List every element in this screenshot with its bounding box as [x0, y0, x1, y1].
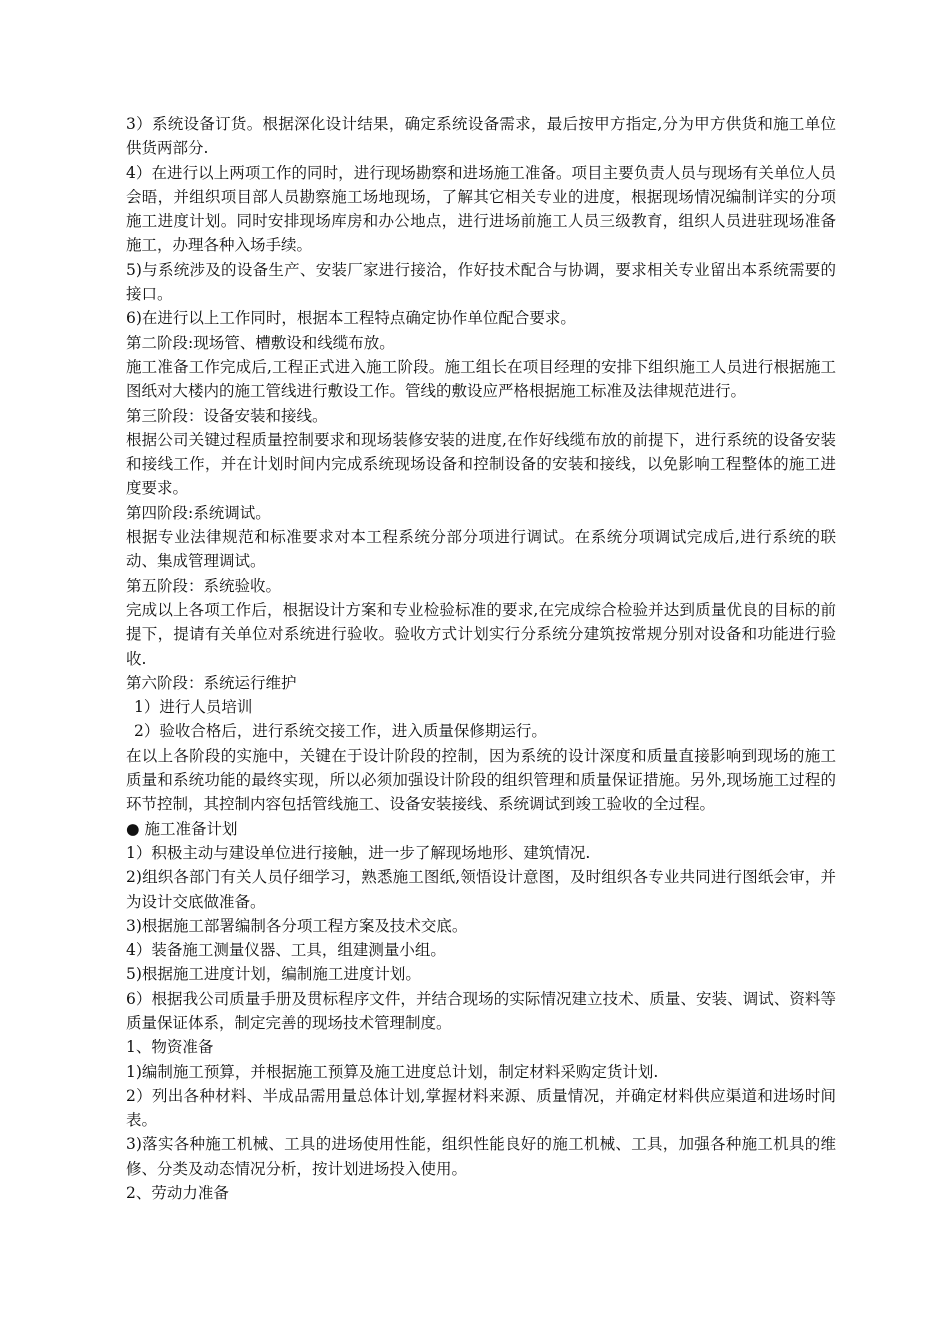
paragraph-cooperation-requirements: 6)在进行以上工作同时，根据本工程特点确定协作单位配合要求。 [126, 309, 576, 328]
paragraph-equipment-ordering: 3）系统设备订货。根据深化设计结果，确定系统设备需求，最后按甲方指定,分为甲方供货和施工单位供货两部分. [126, 115, 836, 158]
heading-construction-preparation-plan: ● 施工准备计划 [126, 819, 238, 838]
paragraph-stage-three-body: 根据公司关键过程质量控制要求和现场装修安装的进度,在作好线缆布放的前提下，进行系统的设备安装和接线工作，并在计划时间内完成系统现场设备和控制设备的安装和接线，以免影响工程整体的施工进度要求。 [126, 430, 836, 498]
heading-material-preparation: 1、物资准备 [126, 1038, 214, 1057]
paragraph-stage-four-body: 根据专业法律规范和标准要求对本工程系统分部分项进行调试。在系统分项调试完成后,进行系统的联动、集成管理调试。 [126, 528, 836, 571]
list-item-material-2: 2）列出各种材料、半成品需用量总体计划,掌握材料来源、质量情况，并确定材料供应渠道和进场时间表。 [126, 1086, 836, 1130]
list-item-prep-3: 3)根据施工部署编制各分项工程方案及技术交底。 [126, 916, 468, 935]
heading-stage-two: 第二阶段:现场管、槽敷设和线缆布放。 [126, 333, 395, 352]
list-item-personnel-training: 1）进行人员培训 [134, 698, 253, 717]
paragraph-site-survey: 4）在进行以上两项工作的同时，进行现场勘察和进场施工准备。项目主要负责人员与现场有关单位人员会晤，并组织项目部人员勘察施工场地现场，了解其它相关专业的进度，根据现场情况编制详实的分项施工进度计划。同时安排现场库房和办公地点，进行进场前施工人员三级教育，组织人员进驻现场准备施工，办理各种入场手续。 [126, 163, 836, 255]
paragraph-stage-two-body: 施工准备工作完成后,工程正式进入施工阶段。施工组长在项目经理的安排下组织施工人员进行根据施工图纸对大楼内的施工管线进行敷设工作。管线的敷设应严格根据施工标准及法律规范进行。 [126, 357, 836, 401]
list-item-material-1: 1)编制施工预算，并根据施工预算及施工进度总计划，制定材料采购定货计划. [126, 1062, 659, 1081]
list-item-prep-2: 2)组织各部门有关人员仔细学习，熟悉施工图纸,领悟设计意图，及时组织各专业共同进行图纸会审，并为设计交底做准备。 [126, 868, 836, 911]
heading-stage-five: 第五阶段：系统验收。 [126, 576, 282, 595]
list-item-handover: 2）验收合格后，进行系统交接工作，进入质量保修期运行。 [134, 722, 547, 741]
paragraph-manufacturer-coordination: 5)与系统涉及的设备生产、安装厂家进行接洽，作好技术配合与协调，要求相关专业留出本系统需要的接口。 [126, 260, 836, 304]
list-item-prep-5: 5)根据施工进度计划，编制施工进度计划。 [126, 965, 421, 984]
heading-labor-preparation: 2、劳动力准备 [126, 1184, 229, 1203]
heading-stage-four: 第四阶段:系统调试。 [126, 503, 271, 522]
list-item-prep-4: 4）装备施工测量仪器、工具，组建测量小组。 [126, 941, 446, 960]
document-page [126, 112, 836, 1205]
paragraph-key-control: 在以上各阶段的实施中，关键在于设计阶段的控制，因为系统的设计深度和质量直接影响到现场的施工质量和系统功能的最终实现，所以必须加强设计阶段的组织管理和质量保证措施。另外,现场施工过程的环节控制，其控制内容包括管线施工、设备安装接线、系统调试到竣工验收的全过程。 [126, 746, 836, 814]
heading-stage-three: 第三阶段：设备安装和接线。 [126, 406, 328, 425]
list-item-prep-6: 6）根据我公司质量手册及贯标程序文件，并结合现场的实际情况建立技术、质量、安装、调试、资料等质量保证体系，制定完善的现场技术管理制度。 [126, 989, 836, 1032]
list-item-material-3: 3)落实各种施工机械、工具的进场使用性能，组织性能良好的施工机械、工具，加强各种施工机具的维修、分类及动态情况分析，按计划进场投入使用。 [126, 1135, 836, 1178]
heading-stage-six: 第六阶段：系统运行维护 [126, 673, 297, 692]
paragraph-stage-five-body: 完成以上各项工作后，根据设计方案和专业检验标准的要求,在完成综合检验并达到质量优良的目标的前提下，提请有关单位对系统进行验收。验收方式计划实行分系统分建筑按常规分别对设备和功能进行验收. [126, 600, 836, 668]
list-item-prep-1: 1）积极主动与建设单位进行接触，进一步了解现场地形、建筑情况. [126, 843, 591, 862]
